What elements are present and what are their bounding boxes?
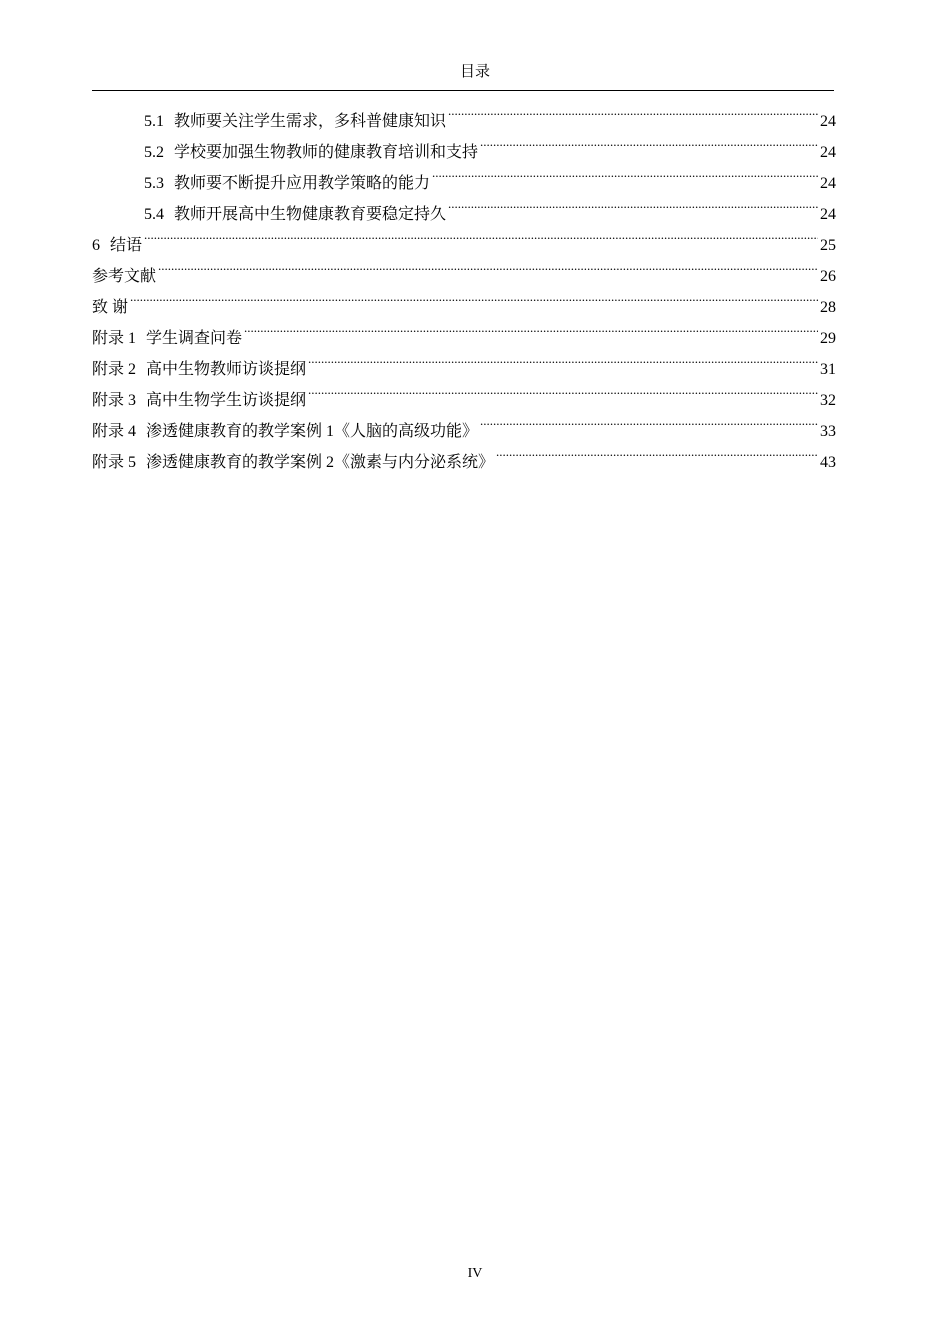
toc-entry-page: 25 (820, 237, 836, 254)
toc-entry-page: 43 (820, 454, 836, 471)
toc-entry-page: 29 (820, 330, 836, 347)
toc-dot-leader (480, 126, 818, 157)
toc-entry-title: 参考文献 (92, 268, 157, 285)
toc-entry-page: 24 (820, 113, 836, 130)
page-number: IV (467, 1266, 483, 1281)
toc-dot-leader (448, 95, 818, 126)
toc-dot-leader (308, 374, 818, 405)
page-header-title: 目录 (459, 64, 490, 80)
toc-entry-title: 教师要不断提升应用教学策略的能力 (174, 175, 431, 192)
toc-entry-title: 渗透健康教育的教学案例 1《人脑的高级功能》 (146, 423, 479, 440)
toc-dot-leader (144, 219, 818, 250)
toc-dot-leader (496, 436, 818, 467)
toc-entry-number: 5.3 (144, 175, 164, 192)
toc-entry-title: 学校要加强生物教师的健康教育培训和支持 (174, 144, 479, 161)
toc-entry[interactable] (92, 250, 836, 285)
toc-dot-leader (480, 405, 818, 436)
toc-dot-leader (244, 312, 818, 343)
toc-entry-title: 教师要关注学生需求，多科普健康知识 (174, 113, 447, 130)
toc-entry-number: 6 (92, 237, 100, 254)
toc-dot-leader (130, 281, 818, 312)
toc-entry-page: 28 (820, 299, 836, 316)
toc-entry-title: 高中生物教师访谈提纲 (146, 361, 307, 378)
toc-entry-number: 5.1 (144, 113, 164, 130)
table-of-contents (92, 95, 836, 471)
toc-entry-title: 致 谢 (92, 299, 129, 316)
toc-dot-leader (432, 157, 818, 188)
toc-entry-number: 附录 1 (92, 330, 137, 347)
toc-entry-number: 附录 5 (92, 454, 137, 471)
toc-entry-title: 渗透健康教育的教学案例 2《激素与内分泌系统》 (146, 454, 495, 471)
toc-entry-page: 31 (820, 361, 836, 378)
toc-entry-page: 26 (820, 268, 836, 285)
toc-entry-title: 高中生物学生访谈提纲 (146, 392, 307, 409)
toc-dot-leader (158, 250, 818, 281)
toc-entry[interactable] (92, 312, 836, 347)
toc-dot-leader (308, 343, 818, 374)
toc-entry-number: 附录 4 (92, 423, 137, 440)
toc-entry-number: 5.4 (144, 206, 164, 223)
toc-entry-page: 24 (820, 206, 836, 223)
toc-dot-leader (448, 188, 818, 219)
toc-entry-title: 教师开展高中生物健康教育要稳定持久 (174, 206, 447, 223)
toc-entry-page: 24 (820, 175, 836, 192)
toc-entry-number: 附录 2 (92, 361, 137, 378)
toc-entry[interactable] (92, 219, 836, 254)
toc-entry[interactable] (92, 281, 836, 316)
toc-entry-number: 附录 3 (92, 392, 137, 409)
toc-entry-number: 5.2 (144, 144, 164, 161)
header-divider (92, 90, 834, 91)
toc-entry-page: 33 (820, 423, 836, 440)
toc-entry-title: 学生调查问卷 (146, 330, 243, 347)
toc-entry-title: 结语 (110, 237, 143, 254)
toc-entry[interactable] (92, 95, 836, 130)
toc-entry-page: 32 (820, 392, 836, 409)
toc-entry-page: 24 (820, 144, 836, 161)
